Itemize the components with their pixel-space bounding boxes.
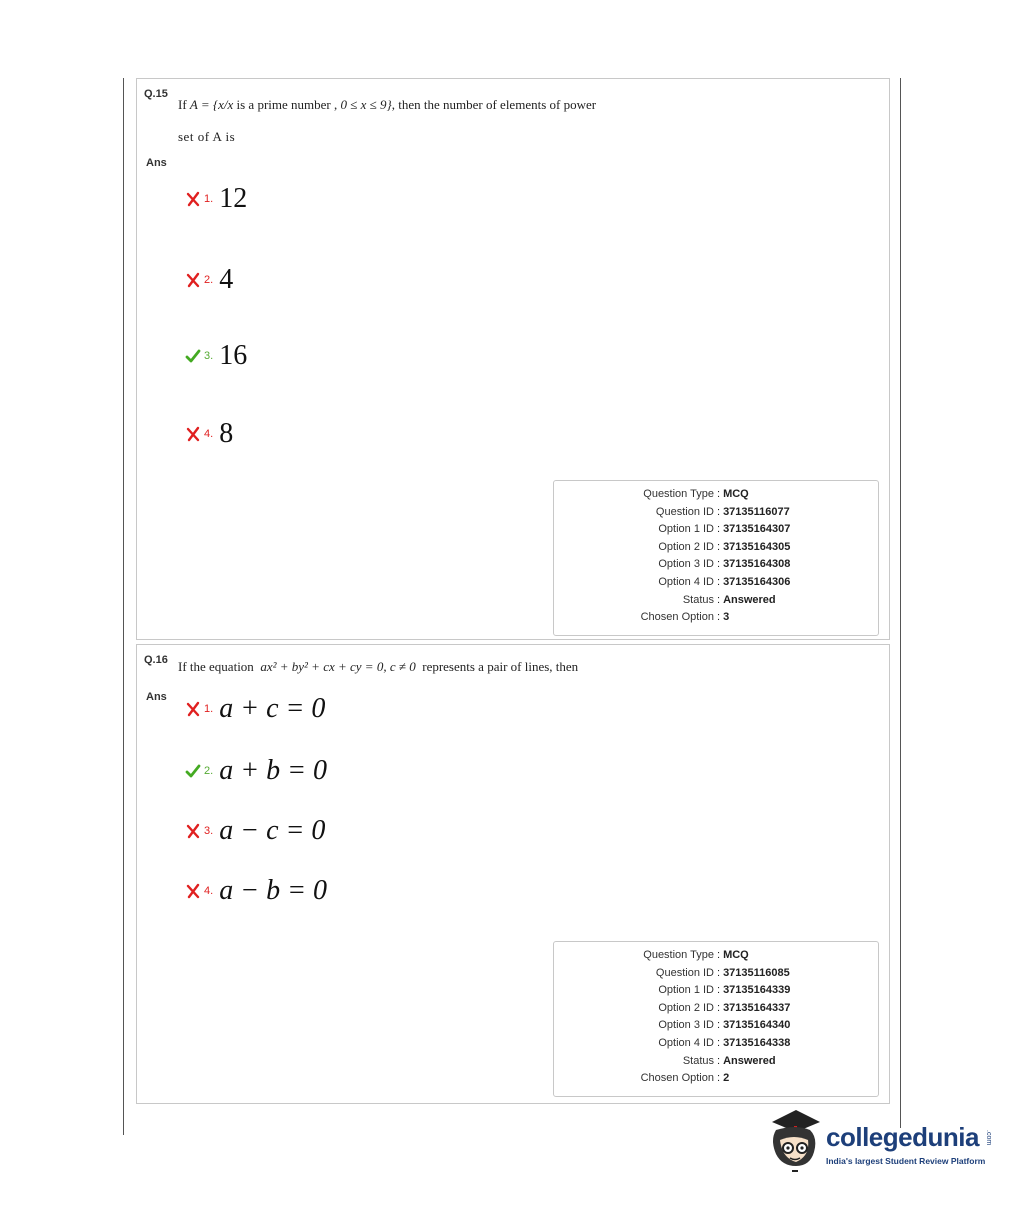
option-value: a − c = 0 <box>219 815 326 846</box>
meta-row: Chosen Option : 2 <box>640 1072 730 1085</box>
meta-row: Status : Answered <box>682 1054 776 1067</box>
option-value: 12 <box>219 183 248 214</box>
meta-row: Option 4 ID : 37135164306 <box>658 575 791 588</box>
meta-row: Question Type : MCQ <box>643 949 749 961</box>
option-number: 2. <box>204 765 214 777</box>
page-frame-left <box>123 78 124 1135</box>
question-math-condition: 0 ≤ x ≤ 9} <box>340 97 392 112</box>
option-number: 2. <box>204 274 214 286</box>
meta-row: Question ID : 37135116085 <box>655 966 790 979</box>
question-meta-panel <box>553 941 879 1097</box>
option-number: 1. <box>204 703 214 715</box>
question-text-suffix: represents a pair of lines, then <box>422 659 579 674</box>
logo-suffix: .com <box>985 1130 992 1146</box>
meta-row: Status : Answered <box>682 593 776 606</box>
meta-row: Option 4 ID : 37135164338 <box>658 1036 791 1049</box>
question-block-16 <box>136 644 890 1104</box>
option-number: 4. <box>204 428 214 440</box>
question-text-mid: is a prime number , <box>236 97 338 112</box>
meta-row: Option 3 ID : 37135164340 <box>658 1019 791 1032</box>
collegedunia-logo[interactable] <box>766 1104 1006 1184</box>
question-text-line2: set of A is <box>178 129 236 144</box>
ans-label: Ans <box>146 157 167 169</box>
question-number: Q.15 <box>144 88 168 100</box>
cross-icon <box>185 883 201 899</box>
question-text-suffix: , then the number of elements of power <box>391 97 597 112</box>
question-block-15 <box>136 78 890 640</box>
option-1 <box>185 183 247 215</box>
cross-icon <box>185 191 201 207</box>
check-icon <box>185 763 201 779</box>
option-value: 16 <box>219 340 248 371</box>
option-3 <box>185 815 325 847</box>
meta-row: Option 3 ID : 37135164308 <box>658 558 791 571</box>
logo-tagline: India's largest Student Review Platform <box>826 1156 986 1166</box>
option-4 <box>185 875 327 907</box>
cross-icon <box>185 426 201 442</box>
option-number: 4. <box>204 885 214 897</box>
option-4 <box>185 418 233 450</box>
meta-row: Option 1 ID : 37135164307 <box>658 523 791 536</box>
option-number: 3. <box>204 825 214 837</box>
page-frame-right <box>900 78 901 1128</box>
option-2 <box>185 755 327 787</box>
question-number: Q.16 <box>144 654 168 666</box>
meta-row: Question ID : 37135116077 <box>655 505 790 518</box>
meta-row: Chosen Option : 3 <box>640 611 730 624</box>
cross-icon <box>185 701 201 717</box>
option-value: a + c = 0 <box>219 693 326 724</box>
meta-row: Option 1 ID : 37135164339 <box>658 984 791 997</box>
logo-wordmark: collegedunia <box>826 1122 979 1152</box>
question-text-line1 <box>178 97 596 113</box>
option-value: 4 <box>219 264 234 295</box>
option-value: a + b = 0 <box>219 755 327 786</box>
meta-row: Option 2 ID : 37135164305 <box>658 540 791 553</box>
cross-icon <box>185 823 201 839</box>
ans-label: Ans <box>146 691 167 703</box>
option-2 <box>185 264 233 296</box>
option-number: 3. <box>204 350 214 362</box>
mascot-icon <box>766 1104 822 1180</box>
question-math-set: A = {x/x <box>189 97 234 112</box>
cross-icon <box>185 272 201 288</box>
option-1 <box>185 693 325 725</box>
meta-row: Question Type : MCQ <box>643 488 749 500</box>
option-value: a − b = 0 <box>219 875 327 906</box>
meta-row: Option 2 ID : 37135164337 <box>658 1001 791 1014</box>
option-number: 1. <box>204 193 214 205</box>
check-icon <box>185 348 201 364</box>
question-meta-panel <box>553 480 879 636</box>
option-value: 8 <box>219 418 234 449</box>
question-text <box>178 659 578 675</box>
question-text-prefix: If <box>178 97 187 112</box>
option-3 <box>185 340 247 372</box>
question-math-equation: ax² + by² + cx + cy = 0, c ≠ 0 <box>260 659 416 674</box>
question-text-prefix: If the equation <box>178 659 254 674</box>
